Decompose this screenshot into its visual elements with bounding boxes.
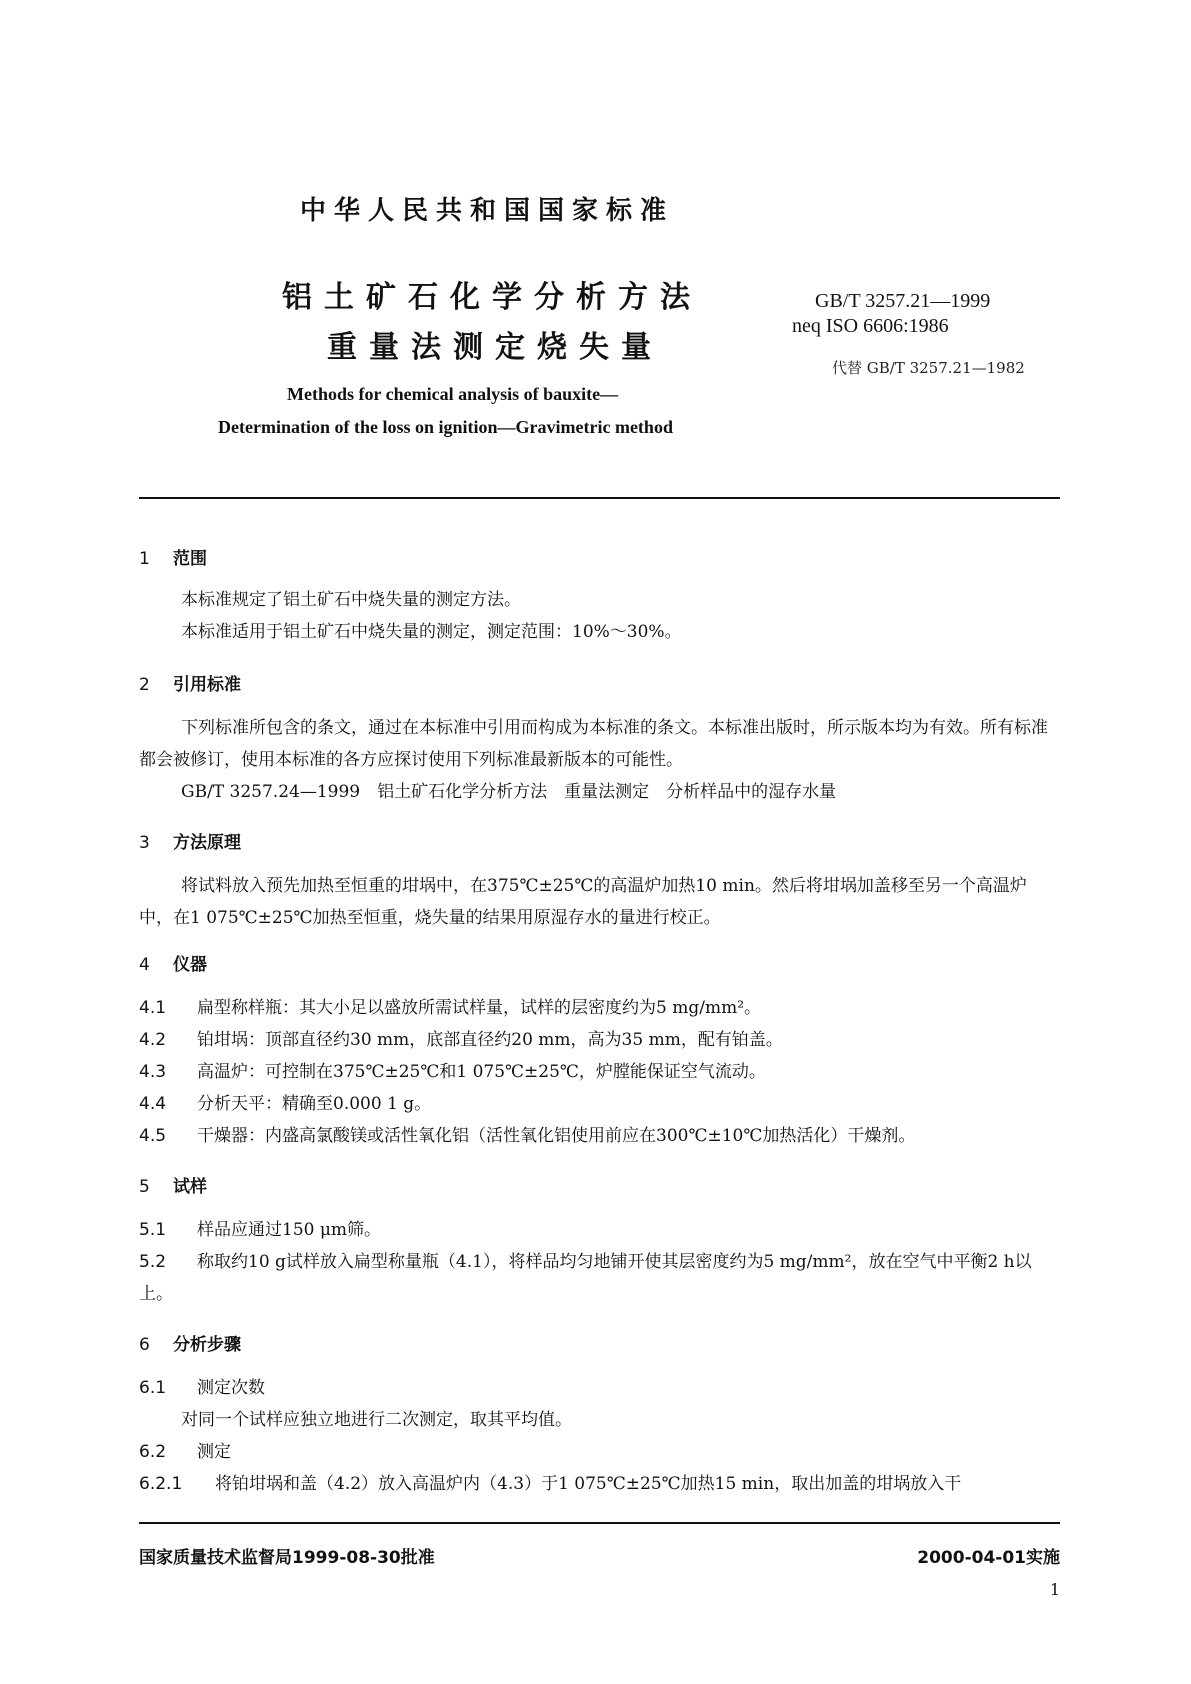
item-text: 称取约10 g试样放入扁型称量瓶（4.1），将样品均匀地铺开使其层密度约为5 mg/mm²，放在空气中平衡2 h以上。: [139, 1252, 1032, 1304]
section-2-paragraph-1: 下列标准所包含的条文，通过在本标准中引用而构成为本标准的条文。本标准出版时，所示版本均为有效。所有标准都会被修订，使用本标准的各方应探讨使用下列标准最新版本的可能性。: [139, 718, 1048, 770]
item-title: 测定次数: [197, 1378, 265, 1398]
item-number: 6.2.1: [139, 1474, 183, 1494]
section-5-heading: [139, 1172, 207, 1197]
list-item: [139, 1246, 1060, 1310]
section-title: 分析步骤: [173, 1335, 241, 1355]
section-1-heading: [139, 544, 207, 569]
subsection-6-1-heading: [139, 1372, 1060, 1404]
item-number: 4.3: [139, 1062, 167, 1082]
item-text: 铂坩埚：顶部直径约30 mm，底部直径约20 mm，高为35 mm，配有铂盖。: [197, 1030, 783, 1050]
footer-divider: [139, 1522, 1060, 1524]
item-number: 5.1: [139, 1220, 167, 1240]
item-number: 6.1: [139, 1378, 167, 1398]
section-number: 3: [139, 833, 150, 853]
header-divider: [139, 497, 1060, 499]
list-item: [139, 992, 1060, 1024]
item-text: 样品应通过150 μm筛。: [197, 1220, 382, 1240]
item-text: 分析天平：精确至0.000 1 g。: [197, 1094, 432, 1114]
item-number: 5.2: [139, 1252, 167, 1272]
item-number: 4.2: [139, 1030, 167, 1050]
section-3-paragraph-1: 将试料放入预先加热至恒重的坩埚中，在375℃±25℃的高温炉加热10 min。然后将坩埚加盖移至另一个高温炉中，在1 075℃±25℃加热至恒重，烧失量的结果用原湿存水的量进行校正。: [139, 876, 1027, 928]
item-text: 干燥器：内盛高氯酸镁或活性氧化铝（活性氧化铝使用前应在300℃±10℃加热活化）干燥剂。: [197, 1126, 916, 1146]
standard-code: GB/T 3257.21—1999: [815, 290, 991, 312]
section-2-heading: [139, 670, 241, 695]
section-2-reference: GB/T 3257.24—1999 铝土矿石化学分析方法 重量法测定 分析样品中的湿存水量: [181, 782, 837, 802]
section-number: 5: [139, 1177, 150, 1197]
section-3-heading: [139, 828, 241, 853]
section-number: 2: [139, 675, 150, 695]
section-6-heading: [139, 1330, 241, 1355]
item-number: 4.5: [139, 1126, 167, 1146]
section-title: 引用标准: [173, 675, 241, 695]
section-title: 范围: [173, 549, 207, 569]
subsection-6-2-heading: [139, 1436, 1060, 1468]
list-item: [139, 1088, 1060, 1120]
item-number: 6.2: [139, 1442, 167, 1462]
standard-equivalence: neq ISO 6606:1986: [792, 315, 949, 337]
standard-category-title: 中华人民共和国国家标准: [300, 196, 675, 226]
section-number: 4: [139, 955, 150, 975]
approval-date: 国家质量技术监督局1999-08-30批准: [139, 1548, 435, 1568]
list-item: [139, 1056, 1060, 1088]
effective-date: 2000-04-01实施: [917, 1548, 1060, 1568]
standard-replaces: 代替 GB/T 3257.21—1982: [832, 359, 1025, 377]
item-text: 高温炉：可控制在375℃±25℃和1 075℃±25℃，炉膛能保证空气流动。: [197, 1062, 766, 1082]
section-4-heading: [139, 950, 207, 975]
item-title: 测定: [197, 1442, 231, 1462]
section-title: 方法原理: [173, 833, 241, 853]
document-title-line1: 铝土矿石化学分析方法: [282, 280, 702, 315]
english-title-line2: Determination of the loss on ignition—Gravimetric method: [218, 417, 673, 437]
page-number: 1: [1049, 1580, 1060, 1599]
section-1-paragraph-1: 本标准规定了铝土矿石中烧失量的测定方法。: [181, 590, 521, 610]
document-title-line2: 重量法测定烧失量: [327, 330, 663, 365]
subsection-6-2-1: [139, 1468, 1060, 1500]
item-number: 4.4: [139, 1094, 167, 1114]
english-title-line1: Methods for chemical analysis of bauxite—: [287, 384, 619, 404]
section-number: 1: [139, 549, 150, 569]
item-text: 扁型称样瓶：其大小足以盛放所需试样量，试样的层密度约为5 mg/mm²。: [197, 998, 762, 1018]
subsection-6-1-text: 对同一个试样应独立地进行二次测定，取其平均值。: [181, 1410, 572, 1430]
item-number: 4.1: [139, 998, 167, 1018]
list-item: [139, 1024, 1060, 1056]
section-1-paragraph-2: 本标准适用于铝土矿石中烧失量的测定，测定范围：10%～30%。: [181, 622, 682, 642]
item-text: 将铂坩埚和盖（4.2）放入高温炉内（4.3）于1 075℃±25℃加热15 min，取出加盖的坩埚放入干: [215, 1474, 962, 1494]
section-title: 试样: [173, 1177, 207, 1197]
section-title: 仪器: [173, 955, 207, 975]
list-item: [139, 1214, 1060, 1246]
section-number: 6: [139, 1335, 150, 1355]
list-item: [139, 1120, 1060, 1152]
